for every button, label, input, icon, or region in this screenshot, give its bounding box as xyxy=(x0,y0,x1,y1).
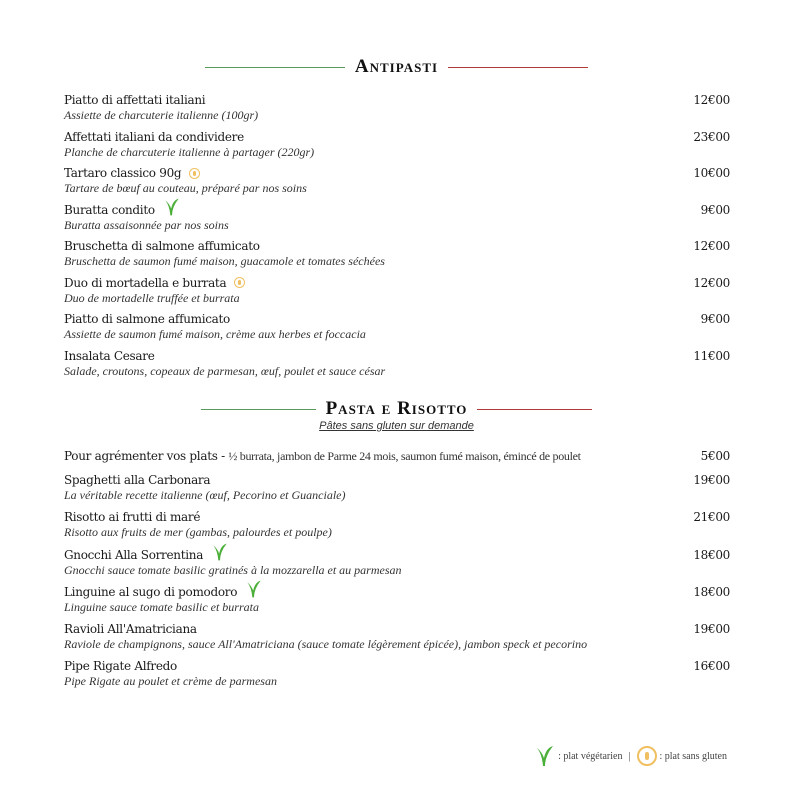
section-title: Antipasti xyxy=(354,56,439,77)
gluten-free-icon xyxy=(189,168,200,179)
item-description: Pipe Rigate au poulet et crème de parmesan xyxy=(64,674,277,689)
item-description: Planche de charcuterie italienne à partager (220gr) xyxy=(64,144,315,159)
price: 18€00 xyxy=(693,547,730,562)
gluten-free-icon xyxy=(234,277,245,288)
section-subtitle: Pâtes sans gluten sur demande xyxy=(319,420,474,432)
divider-red xyxy=(448,67,588,68)
item-description: Duo de mortadelle truffée et burrata xyxy=(64,290,240,305)
price: 23€00 xyxy=(693,129,730,144)
menu-item xyxy=(64,621,730,658)
item-description: Linguine sauce tomate basilic et burrata xyxy=(64,599,259,614)
menu-item xyxy=(64,472,730,509)
price: 16€00 xyxy=(693,659,730,674)
item-description: Assiette de saumon fumé maison, crème aux herbes et foccacia xyxy=(64,327,366,341)
section-title: Pasta e Risotto xyxy=(325,398,468,419)
legend-veg: : plat végétarien xyxy=(558,750,623,762)
item-name: Tartaro classico 90g xyxy=(64,166,182,180)
item-name: Piatto di affettati italiani xyxy=(64,93,206,107)
divider-green xyxy=(205,67,345,68)
vegetarian-leaf-icon xyxy=(535,744,555,768)
vegetarian-leaf-icon xyxy=(163,197,181,217)
price: 11€00 xyxy=(693,348,730,363)
divider-red xyxy=(477,409,592,410)
item-description: Salade, croutons, copeaux de parmesan, œuf, poulet et sauce césar xyxy=(64,363,386,378)
item-name: Buratta condito xyxy=(64,202,155,217)
extras-label: Pour agrémenter vos plats - xyxy=(64,449,229,463)
item-description: Raviole de champignons, sauce All'Amatriciana (sauce tomate légèrement épicée), jambon speck et pecorino xyxy=(64,637,588,652)
divider-green xyxy=(201,409,316,410)
menu-item xyxy=(64,348,730,385)
menu-item xyxy=(64,275,730,312)
price: 9€00 xyxy=(700,202,730,217)
price: 10€00 xyxy=(693,166,730,180)
price: 5€00 xyxy=(700,449,730,463)
menu-item xyxy=(64,238,730,275)
price: 12€00 xyxy=(693,275,730,290)
price: 19€00 xyxy=(693,473,730,487)
vegetarian-leaf-icon xyxy=(245,579,263,599)
item-description: Risotto aux fruits de mer (gambas, palourdes et poulpe) xyxy=(64,525,332,540)
menu-item xyxy=(64,311,730,348)
item-description: Gnocchi sauce tomate basilic gratinés à la mozzarella et au parmesan xyxy=(64,562,402,577)
item-name: Bruschetta di salmone affumicato xyxy=(64,239,260,253)
menu-item xyxy=(64,547,730,584)
item-name: Ravioli All'Amatriciana xyxy=(64,622,197,637)
item-name: Piatto di salmone affumicato xyxy=(64,312,230,326)
item-name: Insalata Cesare xyxy=(64,348,155,363)
antipasti-list xyxy=(64,92,730,384)
menu-item xyxy=(64,129,730,166)
menu-item xyxy=(64,509,730,546)
extras-text: ½ burrata, jambon de Parme 24 mois, saumon fumé maison, émincé de poulet xyxy=(228,449,581,463)
price: 9€00 xyxy=(700,312,730,326)
menu-item xyxy=(64,92,730,129)
item-name: Pipe Rigate Alfredo xyxy=(64,659,177,674)
menu-item xyxy=(64,202,730,239)
menu-item xyxy=(64,584,730,621)
item-name: Risotto ai frutti di maré xyxy=(64,510,201,525)
item-name: Duo di mortadella e burrata xyxy=(64,275,227,290)
price: 12€00 xyxy=(693,239,730,253)
price: 12€00 xyxy=(693,93,730,107)
price: 18€00 xyxy=(693,584,730,599)
item-description: Tartare de bœuf au couteau, préparé par nos soins xyxy=(64,181,307,195)
legend-sep: | xyxy=(628,750,631,762)
item-name: Affettati italiani da condividere xyxy=(64,129,244,144)
pasta-list xyxy=(64,472,730,696)
item-name: Linguine al sugo di pomodoro xyxy=(64,584,238,599)
price: 21€00 xyxy=(693,510,730,525)
price: 19€00 xyxy=(693,622,730,637)
item-name: Spaghetti alla Carbonara xyxy=(64,473,211,487)
item-description: La véritable recette italienne (œuf, Pecorino et Guanciale) xyxy=(64,488,346,502)
item-name: Gnocchi Alla Sorrentina xyxy=(64,547,204,562)
pasta-header xyxy=(0,398,793,420)
legend-gf: : plat sans gluten xyxy=(659,750,727,762)
legend xyxy=(535,744,727,768)
vegetarian-leaf-icon xyxy=(211,542,229,562)
menu-item xyxy=(64,658,730,695)
item-description: Buratta assaisonnée par nos soins xyxy=(64,217,229,232)
item-description: Assiette de charcuterie italienne (100gr) xyxy=(64,108,259,122)
extras-row xyxy=(64,448,730,472)
gluten-free-icon xyxy=(637,746,657,766)
antipasti-header xyxy=(0,56,793,78)
item-description: Bruschetta de saumon fumé maison, guacamole et tomates séchées xyxy=(64,254,385,268)
